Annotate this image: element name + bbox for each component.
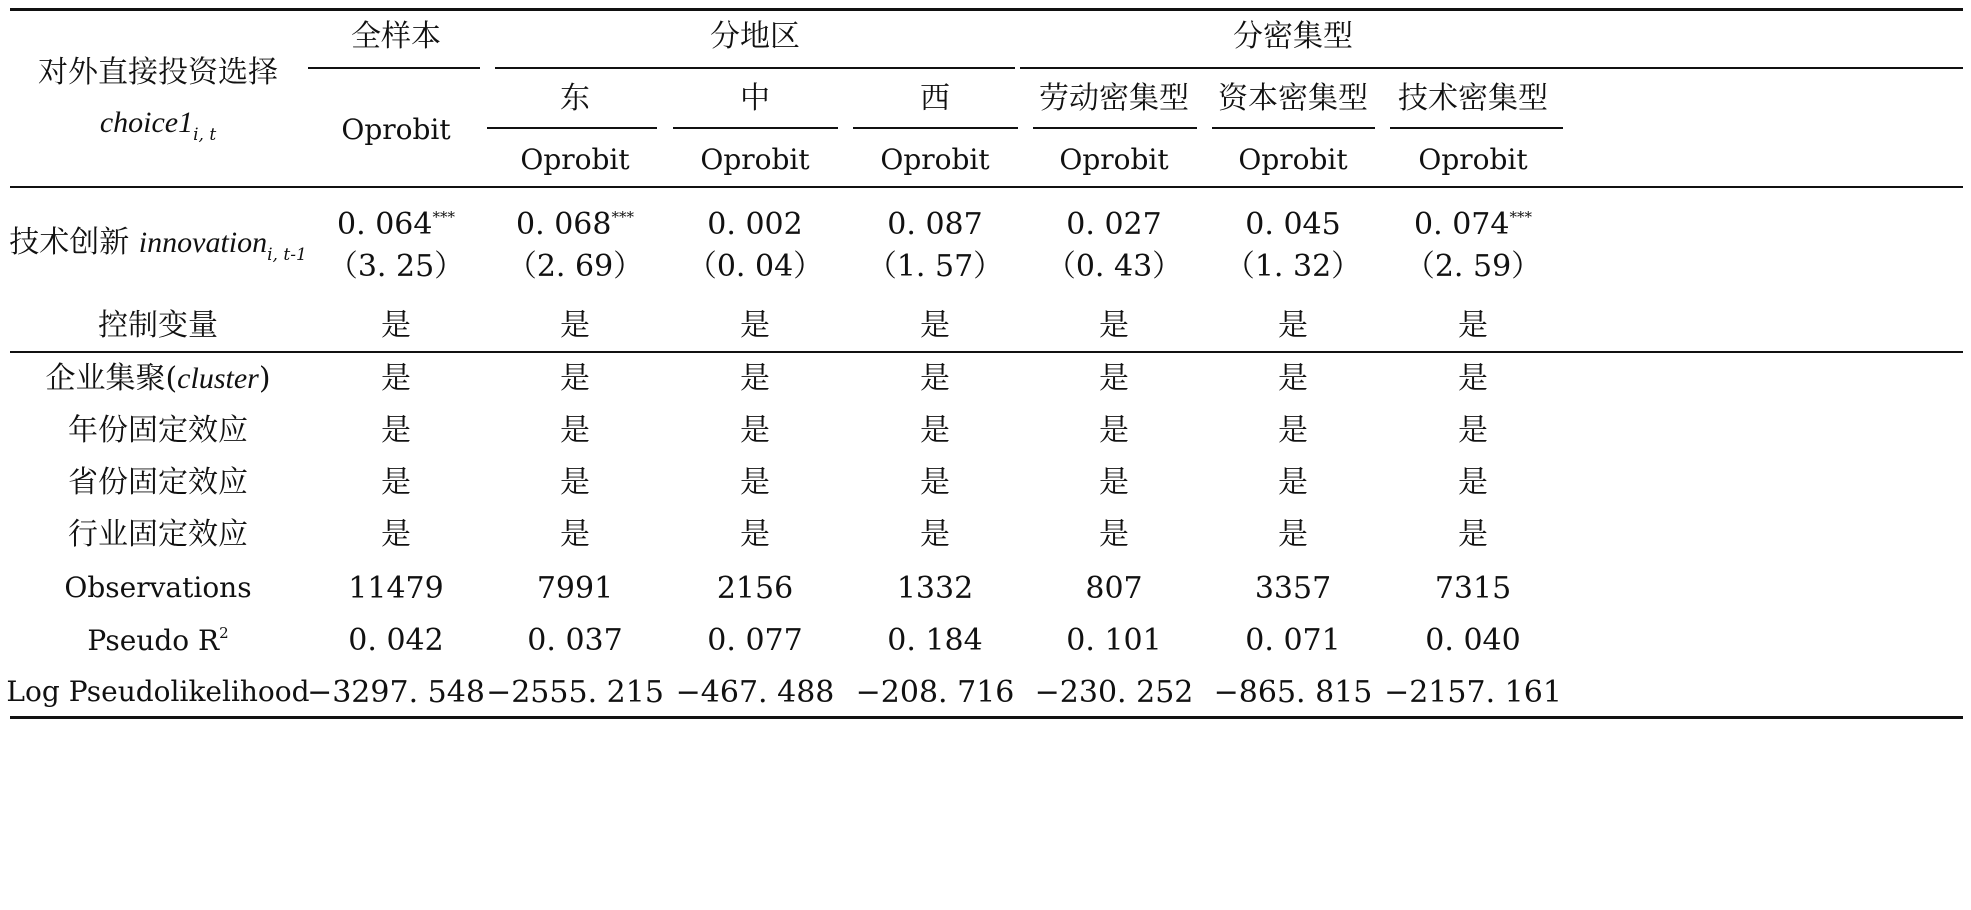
pseudo-r2-value: 0. 040 xyxy=(1425,623,1521,658)
cluster-value: 是 xyxy=(1458,361,1488,396)
year-fe-label: 年份固定效应 xyxy=(68,413,248,448)
model-label: Oprobit xyxy=(520,143,630,176)
sub-label-west: 西 xyxy=(920,81,950,116)
sub-underline-capital xyxy=(1212,127,1375,129)
header-bottom-rule xyxy=(10,186,1963,188)
innovation-coef xyxy=(1245,207,1341,242)
observations-value: 11479 xyxy=(348,571,444,606)
model-label: Oprobit xyxy=(1238,143,1348,176)
province-fe-value: 是 xyxy=(560,465,590,500)
model-label: Oprobit xyxy=(341,113,451,146)
cluster-value: 是 xyxy=(920,361,950,396)
cluster-value: 是 xyxy=(1099,361,1129,396)
innovation-tstat: （0. 43） xyxy=(1045,249,1183,284)
industry-fe-value: 是 xyxy=(1278,517,1308,552)
sub-underline-central xyxy=(673,127,838,129)
innovation-coef xyxy=(337,207,455,242)
industry-fe-value: 是 xyxy=(920,517,950,552)
log-pseudolikelihood-value: −467. 488 xyxy=(675,675,835,710)
group-full-sample: 全样本 xyxy=(351,19,441,54)
row-title-var-text: choice1 xyxy=(99,106,194,139)
innovation-coef xyxy=(887,207,983,242)
log-pseudolikelihood-label: Log Pseudolikelihood xyxy=(6,675,310,708)
coef-value: 0. 045 xyxy=(1245,207,1341,242)
innovation-label xyxy=(9,225,307,265)
group-by-intensity: 分密集型 xyxy=(1233,19,1353,54)
pseudo-r2-value: 0. 037 xyxy=(527,623,623,658)
innovation-label-cn: 技术创新 xyxy=(9,225,130,260)
pseudo-r2-value: 0. 071 xyxy=(1245,623,1341,658)
controls-value: 是 xyxy=(920,308,950,343)
innovation-label-var: innovation xyxy=(138,226,268,259)
model-label: Oprobit xyxy=(880,143,990,176)
observations-value: 7315 xyxy=(1434,571,1512,606)
model-label: Oprobit xyxy=(1418,143,1528,176)
observations-value: 3357 xyxy=(1254,571,1332,606)
row-title-cn: 对外直接投资选择 xyxy=(38,55,278,90)
province-fe-value: 是 xyxy=(1278,465,1308,500)
innovation-coef xyxy=(707,207,803,242)
controls-label: 控制变量 xyxy=(98,308,218,343)
year-fe-value: 是 xyxy=(381,413,411,448)
innovation-coef xyxy=(1414,207,1532,242)
innovation-coef xyxy=(1066,207,1162,242)
industry-fe-value: 是 xyxy=(1458,517,1488,552)
log-pseudolikelihood-value: −865. 815 xyxy=(1213,675,1373,710)
sub-label-capital: 资本密集型 xyxy=(1218,81,1368,116)
model-label: Oprobit xyxy=(1059,143,1169,176)
sub-underline-west xyxy=(853,127,1018,129)
province-fe-value: 是 xyxy=(1099,465,1129,500)
province-fe-value: 是 xyxy=(740,465,770,500)
controls-value: 是 xyxy=(381,308,411,343)
coef-value: 0. 002 xyxy=(707,207,803,242)
cluster-label-close: ) xyxy=(258,361,271,396)
significance-stars: *** xyxy=(432,208,455,226)
innovation-coef xyxy=(516,207,634,242)
innovation-tstat: （0. 04） xyxy=(686,249,824,284)
province-fe-label: 省份固定效应 xyxy=(68,465,248,500)
innovation-label-sub: i, t-1 xyxy=(267,245,307,265)
observations-value: 7991 xyxy=(536,571,614,606)
pseudo-r2-value: 0. 077 xyxy=(707,623,803,658)
sub-underline-tech xyxy=(1390,127,1563,129)
pseudo-r2-text: Pseudo R xyxy=(87,624,220,657)
year-fe-value: 是 xyxy=(740,413,770,448)
log-pseudolikelihood-value: −3297. 548 xyxy=(307,675,485,710)
model-label: Oprobit xyxy=(700,143,810,176)
log-pseudolikelihood-value: −2157. 161 xyxy=(1384,675,1562,710)
observations-value: 1332 xyxy=(896,571,974,606)
coef-value: 0. 027 xyxy=(1066,207,1162,242)
pseudo-r2-value: 0. 184 xyxy=(887,623,983,658)
coef-value: 0. 074 xyxy=(1414,207,1510,242)
innovation-tstat: （2. 69） xyxy=(506,249,644,284)
observations-label: Observations xyxy=(64,571,252,604)
coef-value: 0. 064 xyxy=(337,207,433,242)
observations-value: 2156 xyxy=(716,571,794,606)
industry-fe-value: 是 xyxy=(381,517,411,552)
log-pseudolikelihood-value: −2555. 215 xyxy=(486,675,664,710)
sub-label-central: 中 xyxy=(740,81,770,116)
group-underline-intensity xyxy=(1020,67,1963,69)
pseudo-r2-value: 0. 042 xyxy=(348,623,444,658)
cluster-label-cn: 企业集聚( xyxy=(45,361,178,396)
group-by-region: 分地区 xyxy=(710,19,800,54)
cluster-value: 是 xyxy=(1278,361,1308,396)
year-fe-value: 是 xyxy=(1458,413,1488,448)
year-fe-value: 是 xyxy=(1278,413,1308,448)
top-rule xyxy=(10,8,1963,11)
controls-value: 是 xyxy=(560,308,590,343)
sub-label-tech: 技术密集型 xyxy=(1398,81,1548,116)
controls-value: 是 xyxy=(1458,308,1488,343)
pseudo-r2-label xyxy=(87,626,228,655)
sub-underline-east xyxy=(487,127,657,129)
cluster-value: 是 xyxy=(381,361,411,396)
controls-value: 是 xyxy=(740,308,770,343)
coef-value: 0. 087 xyxy=(887,207,983,242)
year-fe-value: 是 xyxy=(920,413,950,448)
sub-underline-labor xyxy=(1033,127,1197,129)
province-fe-value: 是 xyxy=(1458,465,1488,500)
row-title-var xyxy=(100,108,216,144)
industry-fe-label: 行业固定效应 xyxy=(68,517,248,552)
group-underline-full xyxy=(308,67,480,69)
cluster-value: 是 xyxy=(740,361,770,396)
controls-value: 是 xyxy=(1278,308,1308,343)
province-fe-value: 是 xyxy=(920,465,950,500)
significance-stars: *** xyxy=(611,208,634,226)
controls-value: 是 xyxy=(1099,308,1129,343)
log-pseudolikelihood-value: −230. 252 xyxy=(1034,675,1194,710)
cluster-label-var: cluster xyxy=(177,362,259,395)
group-underline-region xyxy=(495,67,1015,69)
industry-fe-value: 是 xyxy=(560,517,590,552)
bottom-rule xyxy=(10,716,1963,719)
coef-value: 0. 068 xyxy=(516,207,612,242)
pseudo-r2-sup: 2 xyxy=(219,624,229,642)
mid-rule xyxy=(10,351,1963,353)
innovation-tstat: （1. 32） xyxy=(1224,249,1362,284)
province-fe-value: 是 xyxy=(381,465,411,500)
significance-stars: *** xyxy=(1509,208,1532,226)
pseudo-r2-value: 0. 101 xyxy=(1066,623,1162,658)
innovation-tstat: （2. 59） xyxy=(1404,249,1542,284)
log-pseudolikelihood-value: −208. 716 xyxy=(855,675,1015,710)
industry-fe-value: 是 xyxy=(1099,517,1129,552)
sub-label-east: 东 xyxy=(560,81,590,116)
row-title-var-sub: i, t xyxy=(193,125,217,145)
innovation-tstat: （1. 57） xyxy=(866,249,1004,284)
year-fe-value: 是 xyxy=(1099,413,1129,448)
observations-value: 807 xyxy=(1085,571,1143,606)
sub-label-labor: 劳动密集型 xyxy=(1039,81,1189,116)
year-fe-value: 是 xyxy=(560,413,590,448)
industry-fe-value: 是 xyxy=(740,517,770,552)
innovation-tstat: （3. 25） xyxy=(327,249,465,284)
cluster-value: 是 xyxy=(560,361,590,396)
cluster-label xyxy=(45,361,271,396)
